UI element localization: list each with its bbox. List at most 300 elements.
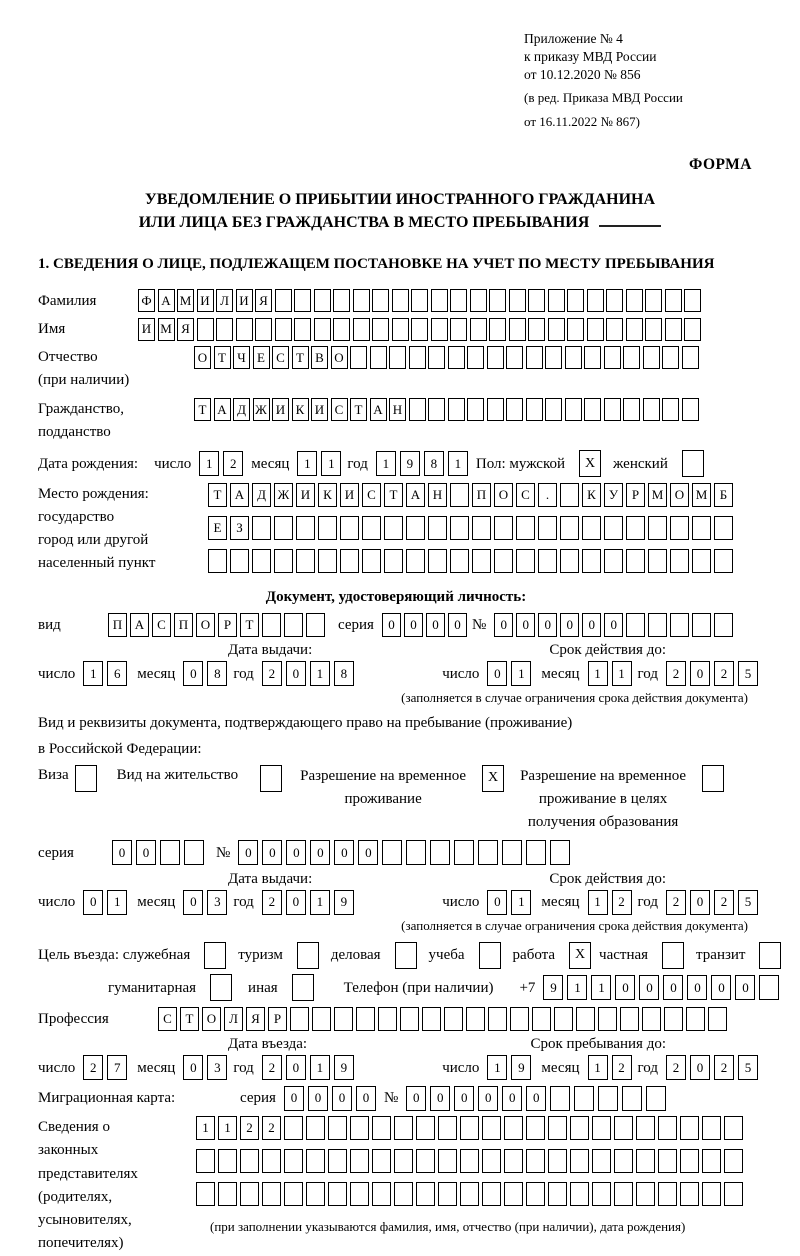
char-cell[interactable] [334,1007,353,1031]
char-cell[interactable]: А [230,483,249,507]
char-cell[interactable]: 0 [286,1055,306,1080]
char-cell[interactable]: И [236,289,253,312]
char-cell[interactable] [692,549,711,573]
char-cell[interactable] [454,840,474,865]
char-cell[interactable]: И [340,483,359,507]
char-cell[interactable] [570,1149,589,1173]
char-cell[interactable] [428,516,447,540]
char-cell[interactable]: 5 [738,661,758,686]
char-cell[interactable] [406,516,425,540]
char-cell[interactable]: 1 [376,451,396,476]
char-cell[interactable] [584,346,601,369]
char-cell[interactable]: К [318,483,337,507]
char-cell[interactable] [680,1149,699,1173]
char-cell[interactable] [353,289,370,312]
char-cell[interactable] [255,318,272,341]
char-cell[interactable] [570,1182,589,1206]
char-cell[interactable] [218,1182,237,1206]
char-cell[interactable] [708,1007,727,1031]
char-cell[interactable] [482,1116,501,1140]
char-cell[interactable] [350,1182,369,1206]
char-cell[interactable] [314,318,331,341]
char-cell[interactable]: 2 [240,1116,259,1140]
char-cell[interactable] [626,549,645,573]
char-cell[interactable] [406,549,425,573]
char-cell[interactable] [409,346,426,369]
char-cell[interactable] [296,549,315,573]
char-cell[interactable] [606,289,623,312]
char-cell[interactable]: 9 [334,1055,354,1080]
char-cell[interactable] [662,398,679,421]
char-cell[interactable] [306,613,325,637]
char-cell[interactable] [686,1007,705,1031]
char-cell[interactable]: 0 [136,840,156,865]
char-cell[interactable]: . [538,483,557,507]
char-cell[interactable] [438,1149,457,1173]
char-cell[interactable] [382,840,402,865]
char-cell[interactable] [684,318,701,341]
char-cell[interactable]: 0 [494,613,513,637]
purpose-transit-checkbox[interactable] [759,942,781,969]
char-cell[interactable] [626,318,643,341]
char-cell[interactable] [565,346,582,369]
char-cell[interactable]: 1 [297,451,317,476]
char-cell[interactable] [411,289,428,312]
char-cell[interactable] [623,346,640,369]
char-cell[interactable] [428,346,445,369]
char-cell[interactable] [333,289,350,312]
char-cell[interactable]: 0 [690,1055,710,1080]
char-cell[interactable]: 2 [83,1055,103,1080]
char-cell[interactable] [506,398,523,421]
char-cell[interactable] [450,549,469,573]
char-cell[interactable]: 0 [502,1086,522,1111]
char-cell[interactable] [504,1116,523,1140]
char-cell[interactable]: 3 [207,1055,227,1080]
char-cell[interactable]: 0 [582,613,601,637]
purpose-other-checkbox[interactable] [292,974,314,1001]
char-cell[interactable] [538,549,557,573]
char-cell[interactable] [294,289,311,312]
char-cell[interactable] [682,346,699,369]
char-cell[interactable]: 5 [738,1055,758,1080]
char-cell[interactable]: Н [428,483,447,507]
char-cell[interactable]: 0 [83,890,103,915]
char-cell[interactable] [606,318,623,341]
char-cell[interactable]: 2 [666,890,686,915]
char-cell[interactable]: Р [218,613,237,637]
char-cell[interactable]: 0 [334,840,354,865]
char-cell[interactable]: Н [389,398,406,421]
char-cell[interactable] [682,398,699,421]
char-cell[interactable] [550,840,570,865]
char-cell[interactable] [643,398,660,421]
char-cell[interactable] [614,1116,633,1140]
char-cell[interactable]: Т [180,1007,199,1031]
char-cell[interactable]: 1 [588,1055,608,1080]
char-cell[interactable] [274,549,293,573]
char-cell[interactable]: Ф [138,289,155,312]
char-cell[interactable]: 0 [356,1086,376,1111]
char-cell[interactable] [620,1007,639,1031]
char-cell[interactable] [702,1116,721,1140]
char-cell[interactable]: 0 [286,890,306,915]
char-cell[interactable] [340,549,359,573]
char-cell[interactable] [482,1182,501,1206]
char-cell[interactable] [216,318,233,341]
char-cell[interactable] [550,1086,570,1111]
char-cell[interactable] [604,549,623,573]
char-cell[interactable] [409,398,426,421]
char-cell[interactable]: А [158,289,175,312]
char-cell[interactable]: А [406,483,425,507]
char-cell[interactable] [604,346,621,369]
char-cell[interactable]: 2 [262,1055,282,1080]
char-cell[interactable] [528,289,545,312]
char-cell[interactable]: Ч [233,346,250,369]
char-cell[interactable]: Ж [253,398,270,421]
char-cell[interactable]: 0 [526,1086,546,1111]
char-cell[interactable] [416,1182,435,1206]
char-cell[interactable] [626,516,645,540]
char-cell[interactable] [431,318,448,341]
char-cell[interactable]: Б [714,483,733,507]
char-cell[interactable]: 3 [207,890,227,915]
char-cell[interactable] [353,318,370,341]
char-cell[interactable] [510,1007,529,1031]
char-cell[interactable] [526,398,543,421]
char-cell[interactable]: 0 [516,613,535,637]
char-cell[interactable] [274,516,293,540]
char-cell[interactable] [670,516,689,540]
char-cell[interactable] [622,1086,642,1111]
char-cell[interactable] [422,1007,441,1031]
char-cell[interactable]: 1 [591,975,611,1000]
char-cell[interactable]: 0 [690,661,710,686]
char-cell[interactable] [680,1116,699,1140]
char-cell[interactable]: 2 [714,1055,734,1080]
char-cell[interactable] [312,1007,331,1031]
char-cell[interactable] [604,516,623,540]
char-cell[interactable] [489,318,506,341]
char-cell[interactable] [448,346,465,369]
char-cell[interactable]: С [331,398,348,421]
char-cell[interactable] [665,289,682,312]
char-cell[interactable] [448,398,465,421]
char-cell[interactable] [645,289,662,312]
char-cell[interactable] [567,318,584,341]
char-cell[interactable] [724,1182,743,1206]
char-cell[interactable]: Т [292,346,309,369]
char-cell[interactable] [582,549,601,573]
char-cell[interactable] [478,840,498,865]
char-cell[interactable]: 2 [666,1055,686,1080]
char-cell[interactable] [284,1116,303,1140]
char-cell[interactable]: 1 [487,1055,507,1080]
char-cell[interactable]: 0 [238,840,258,865]
char-cell[interactable]: 2 [262,661,282,686]
char-cell[interactable] [356,1007,375,1031]
char-cell[interactable]: 9 [543,975,563,1000]
char-cell[interactable] [504,1149,523,1173]
char-cell[interactable]: 1 [448,451,468,476]
char-cell[interactable]: 0 [639,975,659,1000]
char-cell[interactable] [466,1007,485,1031]
char-cell[interactable] [350,346,367,369]
char-cell[interactable]: 2 [714,890,734,915]
char-cell[interactable] [506,346,523,369]
char-cell[interactable] [460,1149,479,1173]
purpose-business-checkbox[interactable] [395,942,417,969]
char-cell[interactable] [582,516,601,540]
char-cell[interactable]: 9 [400,451,420,476]
char-cell[interactable]: П [174,613,193,637]
char-cell[interactable]: Т [214,346,231,369]
char-cell[interactable]: 0 [711,975,731,1000]
char-cell[interactable] [160,840,180,865]
char-cell[interactable] [648,516,667,540]
char-cell[interactable]: А [214,398,231,421]
char-cell[interactable] [184,840,204,865]
char-cell[interactable] [684,289,701,312]
char-cell[interactable]: 2 [223,451,243,476]
char-cell[interactable] [646,1086,666,1111]
char-cell[interactable] [645,318,662,341]
char-cell[interactable] [372,1116,391,1140]
char-cell[interactable]: 2 [262,1116,281,1140]
char-cell[interactable] [623,398,640,421]
char-cell[interactable]: 1 [107,890,127,915]
char-cell[interactable] [658,1149,677,1173]
char-cell[interactable]: 0 [406,1086,426,1111]
char-cell[interactable]: 0 [286,661,306,686]
char-cell[interactable]: 1 [321,451,341,476]
char-cell[interactable] [394,1182,413,1206]
char-cell[interactable]: Я [177,318,194,341]
char-cell[interactable] [658,1116,677,1140]
char-cell[interactable]: 0 [604,613,623,637]
char-cell[interactable]: Я [246,1007,265,1031]
char-cell[interactable] [394,1116,413,1140]
char-cell[interactable]: 9 [511,1055,531,1080]
char-cell[interactable] [662,346,679,369]
char-cell[interactable] [284,613,303,637]
char-cell[interactable]: 1 [511,661,531,686]
char-cell[interactable] [431,289,448,312]
char-cell[interactable]: О [202,1007,221,1031]
char-cell[interactable]: 5 [738,890,758,915]
char-cell[interactable] [306,1149,325,1173]
char-cell[interactable]: И [311,398,328,421]
char-cell[interactable]: С [362,483,381,507]
char-cell[interactable] [378,1007,397,1031]
char-cell[interactable] [648,549,667,573]
char-cell[interactable] [759,975,779,1000]
char-cell[interactable] [714,516,733,540]
char-cell[interactable]: 9 [334,890,354,915]
char-cell[interactable]: Е [208,516,227,540]
char-cell[interactable]: 0 [560,613,579,637]
char-cell[interactable]: О [196,613,215,637]
char-cell[interactable] [604,398,621,421]
char-cell[interactable]: 0 [687,975,707,1000]
char-cell[interactable]: 7 [107,1055,127,1080]
char-cell[interactable] [724,1149,743,1173]
char-cell[interactable]: Т [208,483,227,507]
char-cell[interactable]: О [194,346,211,369]
char-cell[interactable]: 1 [218,1116,237,1140]
char-cell[interactable] [262,613,281,637]
char-cell[interactable]: 0 [690,890,710,915]
char-cell[interactable] [296,516,315,540]
char-cell[interactable]: 0 [448,613,467,637]
char-cell[interactable] [406,840,426,865]
purpose-humanitarian-checkbox[interactable] [210,974,232,1001]
char-cell[interactable]: 1 [310,661,330,686]
char-cell[interactable] [428,549,447,573]
char-cell[interactable] [400,1007,419,1031]
char-cell[interactable]: 0 [382,613,401,637]
char-cell[interactable] [252,516,271,540]
char-cell[interactable] [702,1149,721,1173]
char-cell[interactable] [626,613,645,637]
char-cell[interactable] [626,289,643,312]
char-cell[interactable] [614,1149,633,1173]
char-cell[interactable] [328,1116,347,1140]
char-cell[interactable] [670,549,689,573]
char-cell[interactable]: 0 [478,1086,498,1111]
char-cell[interactable]: 0 [183,661,203,686]
char-cell[interactable] [236,318,253,341]
char-cell[interactable]: С [158,1007,177,1031]
char-cell[interactable]: 0 [310,840,330,865]
residence-permit-checkbox[interactable] [260,765,282,792]
char-cell[interactable]: 0 [358,840,378,865]
char-cell[interactable] [538,516,557,540]
char-cell[interactable]: Д [233,398,250,421]
temp-residence-edu-checkbox[interactable] [702,765,724,792]
char-cell[interactable]: Р [268,1007,287,1031]
char-cell[interactable]: Л [224,1007,243,1031]
purpose-official-checkbox[interactable] [204,942,226,969]
char-cell[interactable]: 0 [430,1086,450,1111]
char-cell[interactable] [394,1149,413,1173]
purpose-work-checkbox[interactable]: X [569,942,591,969]
char-cell[interactable]: 1 [83,661,103,686]
char-cell[interactable] [314,289,331,312]
char-cell[interactable] [318,549,337,573]
char-cell[interactable] [392,289,409,312]
char-cell[interactable] [372,1182,391,1206]
char-cell[interactable]: А [370,398,387,421]
char-cell[interactable]: 0 [538,613,557,637]
char-cell[interactable] [592,1116,611,1140]
char-cell[interactable]: 1 [196,1116,215,1140]
char-cell[interactable] [576,1007,595,1031]
char-cell[interactable] [598,1086,618,1111]
char-cell[interactable]: 2 [612,1055,632,1080]
char-cell[interactable] [306,1182,325,1206]
char-cell[interactable]: О [494,483,513,507]
char-cell[interactable] [648,613,667,637]
char-cell[interactable] [467,398,484,421]
char-cell[interactable] [340,516,359,540]
char-cell[interactable] [548,1182,567,1206]
char-cell[interactable] [526,840,546,865]
char-cell[interactable] [230,549,249,573]
char-cell[interactable] [528,318,545,341]
char-cell[interactable] [587,318,604,341]
char-cell[interactable]: 0 [183,1055,203,1080]
char-cell[interactable]: 1 [588,661,608,686]
char-cell[interactable] [592,1182,611,1206]
char-cell[interactable] [516,549,535,573]
char-cell[interactable]: 1 [199,451,219,476]
char-cell[interactable]: 0 [735,975,755,1000]
char-cell[interactable] [526,1116,545,1140]
char-cell[interactable]: 0 [262,840,282,865]
char-cell[interactable]: И [296,483,315,507]
char-cell[interactable] [444,1007,463,1031]
char-cell[interactable] [240,1182,259,1206]
char-cell[interactable] [658,1182,677,1206]
char-cell[interactable]: О [670,483,689,507]
char-cell[interactable] [714,613,733,637]
char-cell[interactable] [450,483,469,507]
char-cell[interactable] [460,1182,479,1206]
char-cell[interactable] [196,1182,215,1206]
char-cell[interactable] [642,1007,661,1031]
char-cell[interactable] [362,549,381,573]
char-cell[interactable] [502,840,522,865]
char-cell[interactable] [509,318,526,341]
char-cell[interactable] [560,549,579,573]
char-cell[interactable] [306,1116,325,1140]
char-cell[interactable]: 2 [714,661,734,686]
char-cell[interactable]: 6 [107,661,127,686]
char-cell[interactable]: 0 [454,1086,474,1111]
temp-residence-checkbox[interactable]: X [482,765,504,792]
char-cell[interactable] [470,289,487,312]
char-cell[interactable]: П [472,483,491,507]
char-cell[interactable] [196,1149,215,1173]
char-cell[interactable]: 0 [284,1086,304,1111]
char-cell[interactable]: 0 [615,975,635,1000]
char-cell[interactable] [494,516,513,540]
char-cell[interactable] [560,483,579,507]
char-cell[interactable] [565,398,582,421]
char-cell[interactable]: 1 [511,890,531,915]
char-cell[interactable] [328,1149,347,1173]
char-cell[interactable] [284,1182,303,1206]
char-cell[interactable]: 0 [426,613,445,637]
char-cell[interactable] [372,1149,391,1173]
char-cell[interactable]: Е [253,346,270,369]
char-cell[interactable]: И [197,289,214,312]
char-cell[interactable] [560,516,579,540]
char-cell[interactable] [428,398,445,421]
char-cell[interactable] [294,318,311,341]
char-cell[interactable] [350,1116,369,1140]
char-cell[interactable] [545,398,562,421]
char-cell[interactable] [275,318,292,341]
char-cell[interactable] [670,613,689,637]
char-cell[interactable] [350,1149,369,1173]
char-cell[interactable] [487,398,504,421]
char-cell[interactable]: И [138,318,155,341]
char-cell[interactable]: 8 [424,451,444,476]
char-cell[interactable] [488,1007,507,1031]
